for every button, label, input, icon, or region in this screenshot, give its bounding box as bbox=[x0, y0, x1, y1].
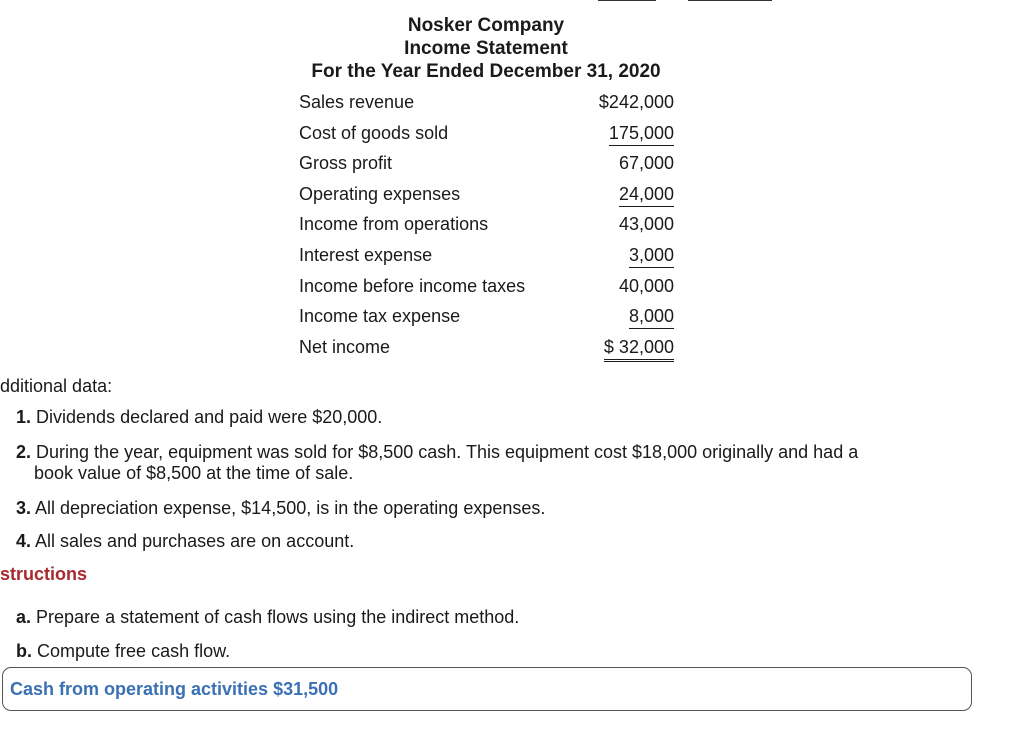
row-label: Income from operations bbox=[299, 214, 489, 235]
row-label: Operating expenses bbox=[299, 183, 461, 204]
row-amount: 43,000 bbox=[618, 214, 674, 235]
instruction-task-b bbox=[16, 641, 230, 662]
row-label: Cost of goods sold bbox=[299, 122, 449, 143]
row-amount: $ 32,000 bbox=[604, 337, 674, 362]
row-amount: 175,000 bbox=[609, 123, 674, 146]
item-text: All depreciation expense, $14,500, is in the operating expenses. bbox=[35, 498, 546, 518]
row-label: Income tax expense bbox=[299, 306, 461, 327]
row-amount: 8,000 bbox=[629, 306, 674, 329]
task-text: Prepare a statement of cash flows using the indirect method. bbox=[36, 607, 520, 627]
top-rule-left bbox=[598, 0, 656, 1]
answer-box[interactable] bbox=[2, 667, 972, 711]
row-label: Net income bbox=[299, 336, 391, 357]
row-amount: $242,000 bbox=[598, 92, 674, 112]
item-number: 1. bbox=[16, 407, 32, 427]
task-text: Compute free cash flow. bbox=[37, 641, 231, 661]
statement-period: For the Year Ended December 31, 2020 bbox=[311, 61, 661, 82]
income-statement-table bbox=[298, 88, 676, 363]
item-number: 4. bbox=[16, 531, 32, 551]
item-number: 2. bbox=[16, 442, 32, 462]
top-rule-right bbox=[688, 0, 772, 1]
statement-row-operating-expenses bbox=[298, 180, 676, 211]
additional-item-3 bbox=[16, 498, 996, 519]
task-letter: a. bbox=[16, 607, 32, 627]
row-amount: 3,000 bbox=[629, 245, 674, 268]
row-label: Gross profit bbox=[299, 153, 393, 174]
item-number: 3. bbox=[16, 498, 32, 518]
additional-data-heading: dditional data: bbox=[0, 376, 113, 396]
item-text: Dividends declared and paid were $20,000. bbox=[36, 407, 383, 427]
statement-title: Income Statement bbox=[404, 38, 568, 59]
item-text: During the year, equipment was sold for $8,500 cash. This equipment cost $18,000 originally and had a bbox=[36, 442, 859, 462]
item-text-continued: book value of $8,500 at the time of sale. bbox=[34, 463, 354, 483]
statement-row-income-before-taxes bbox=[298, 272, 676, 303]
row-amount: 67,000 bbox=[618, 153, 674, 174]
answer-text: Cash from operating activities $31,500 bbox=[10, 679, 339, 699]
instructions-heading: structions bbox=[0, 564, 88, 584]
additional-item-1 bbox=[16, 407, 996, 428]
row-label: Interest expense bbox=[299, 244, 433, 265]
additional-item-2 bbox=[16, 442, 996, 484]
row-amount: 40,000 bbox=[618, 275, 674, 296]
company-name: Nosker Company bbox=[407, 15, 565, 36]
statement-row-net-income bbox=[298, 333, 676, 364]
row-label: Income before income taxes bbox=[299, 275, 526, 296]
statement-row-cost-of-goods-sold bbox=[298, 119, 676, 150]
additional-item-4 bbox=[16, 531, 996, 552]
statement-row-income-from-operations bbox=[298, 210, 676, 241]
statement-row-interest-expense bbox=[298, 241, 676, 272]
instruction-task-a bbox=[16, 607, 519, 628]
statement-row-sales-revenue bbox=[298, 88, 676, 119]
task-letter: b. bbox=[16, 641, 32, 661]
row-amount: 24,000 bbox=[619, 184, 674, 207]
statement-row-income-tax-expense bbox=[298, 302, 676, 333]
item-text: All sales and purchases are on account. bbox=[35, 531, 355, 551]
statement-row-gross-profit bbox=[298, 149, 676, 180]
row-label: Sales revenue bbox=[299, 92, 415, 112]
